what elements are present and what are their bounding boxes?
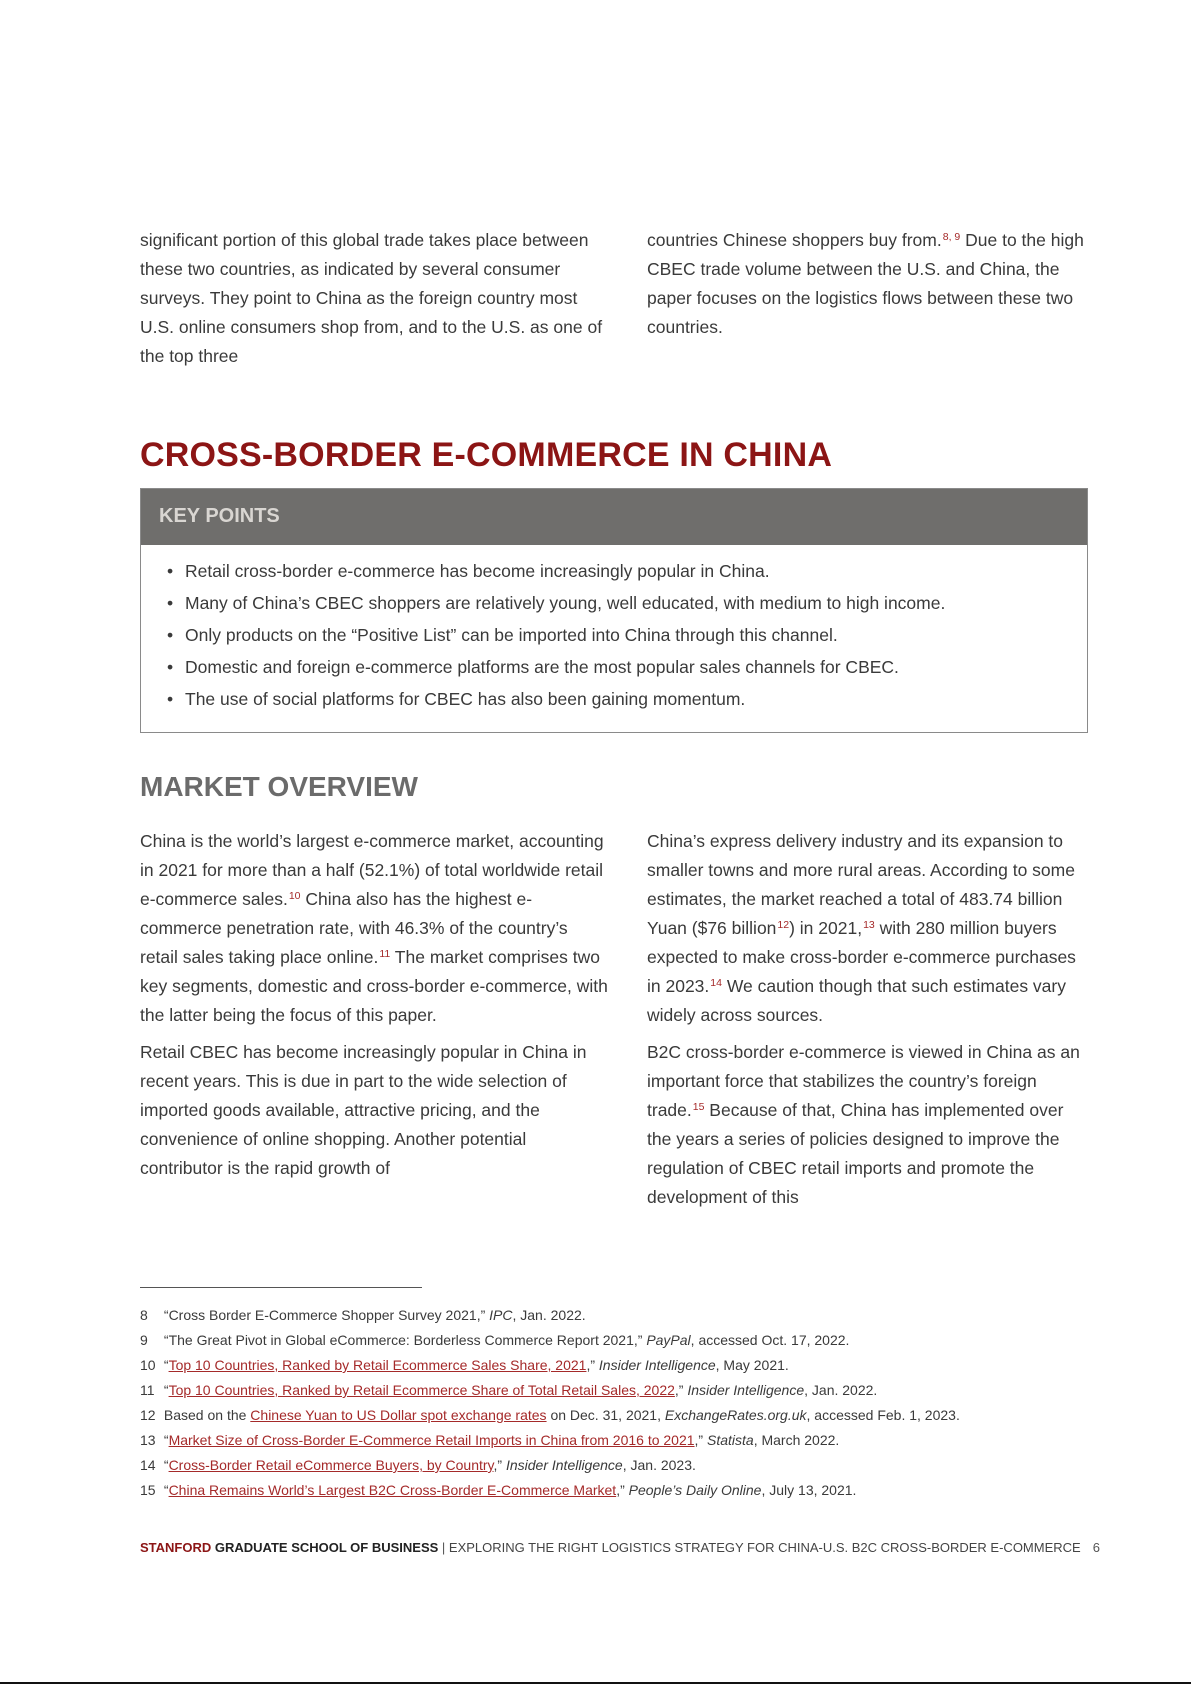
footnote-item — [140, 1478, 1080, 1503]
key-point-item: • Only products on the “Positive List” can be imported into China through this channel. — [167, 619, 1063, 651]
footnote-source: Statista — [707, 1432, 754, 1448]
market-overview-right-paragraph-1 — [647, 827, 1087, 1030]
body-text: We caution though that such estimates vary widely across sources. — [647, 976, 1066, 1025]
intro-left-paragraph: significant portion of this global trade takes place between these two countries, as indicated by several consumer surveys. They point to China as the foreign country most U.S. online consumers shop from, and to the U.S. as one of the top three — [140, 230, 603, 366]
intro-right-text-a: countries Chinese shoppers buy from. — [647, 230, 942, 250]
footnote-ref-11[interactable]: 11 — [379, 948, 391, 960]
footnote-text: ,” — [586, 1357, 596, 1373]
key-points-list — [141, 545, 1087, 715]
footnote-source: Insider Intelligence — [505, 1457, 623, 1473]
footnote-text: “ — [163, 1432, 169, 1448]
footnote-link[interactable]: Top 10 Countries, Ranked by Retail Ecommerce Share of Total Retail Sales, 2022 — [168, 1382, 675, 1398]
footnote-link[interactable]: Chinese Yuan to US Dollar spot exchange rates — [250, 1407, 547, 1423]
footer-document-title: EXPLORING THE RIGHT LOGISTICS STRATEGY FOR CHINA-U.S. B2C CROSS-BORDER E-COMMERCE — [448, 1540, 1081, 1555]
footnote-item — [140, 1303, 1080, 1328]
footnote-link[interactable]: Top 10 Countries, Ranked by Retail Ecommerce Sales Share, 2021 — [168, 1357, 587, 1373]
footnote-text: ,” — [674, 1382, 684, 1398]
footnote-source: Insider Intelligence — [687, 1382, 805, 1398]
footer-brand-stanford: STANFORD — [140, 1540, 212, 1555]
footnote-text: “ — [163, 1482, 169, 1498]
footnote-text: on Dec. 31, 2021, — [546, 1407, 665, 1423]
section-title: CROSS-BORDER E-COMMERCE IN CHINA — [140, 436, 833, 474]
footnote-source: ExchangeRates.org.uk — [664, 1407, 807, 1423]
footnote-number: 8 — [140, 1307, 148, 1323]
market-overview-left-column — [140, 827, 610, 1183]
intro-left-column — [140, 226, 610, 371]
footnote-text: “ — [163, 1332, 169, 1348]
footnote-number: 12 — [140, 1407, 156, 1423]
footnote-text: , accessed Feb. 1, 2023. — [806, 1407, 960, 1423]
footnote-text: ,” — [616, 1482, 625, 1498]
footnote-number: 9 — [140, 1332, 148, 1348]
key-point-item: • Many of China’s CBEC shoppers are relatively young, well educated, with medium to high income. — [167, 587, 1063, 619]
footnote-ref-12[interactable]: 12 — [777, 919, 790, 931]
footnote-number: 10 — [140, 1357, 156, 1373]
key-point-item: • Retail cross-border e-commerce has become increasingly popular in China. — [167, 555, 1063, 587]
footnote-item — [140, 1353, 1080, 1378]
key-point-item: • The use of social platforms for CBEC has also been gaining momentum. — [167, 683, 1063, 715]
footnote-item — [140, 1378, 1080, 1403]
footnote-divider — [140, 1287, 422, 1288]
footnote-text: Cross Border E-Commerce Shopper Survey 2021,” — [168, 1307, 486, 1323]
intro-right-column — [647, 226, 1087, 342]
market-overview-right-column — [647, 827, 1087, 1212]
footnote-item — [140, 1328, 1080, 1353]
footnote-ref-15[interactable]: 15 — [692, 1101, 705, 1113]
footnote-ref-14[interactable]: 14 — [710, 977, 722, 989]
footnote-number: 15 — [140, 1482, 156, 1498]
footnote-text: “ — [163, 1357, 169, 1373]
footnote-text: , May 2021. — [715, 1357, 789, 1373]
footnote-ref-13[interactable]: 13 — [863, 919, 875, 931]
footnote-source: IPC — [489, 1307, 513, 1323]
page-bottom-edge — [0, 1682, 1191, 1684]
footnote-text: , accessed Oct. 17, 2022. — [690, 1332, 850, 1348]
footnote-ref-8-9[interactable]: 8, 9 — [942, 231, 961, 243]
footnote-number: 13 — [140, 1432, 156, 1448]
footnote-item — [140, 1428, 1080, 1453]
footnote-number: 14 — [140, 1457, 156, 1473]
footnote-text: The Great Pivot in Global eCommerce: Borderless Commerce Report 2021,” — [168, 1332, 643, 1348]
footnote-number: 11 — [140, 1382, 155, 1398]
footnote-text: “ — [163, 1457, 169, 1473]
market-overview-right-paragraph-2 — [647, 1038, 1087, 1212]
body-text: B2C cross-border e-commerce is viewed in China as an important force that stabilizes the country’s foreign trade. — [647, 1042, 1080, 1120]
footnote-text: ,” — [694, 1432, 704, 1448]
footnote-item — [140, 1403, 1080, 1428]
footnote-text: “ — [163, 1307, 169, 1323]
footnote-text: Based on the — [163, 1407, 251, 1423]
body-text: Because of that, China has implemented over the years a series of policies designed to improve the regulation of CBEC retail imports and promote the development of this — [647, 1100, 1064, 1207]
footnote-text: , Jan. 2022. — [804, 1382, 878, 1398]
footnote-text: , Jan. 2023. — [622, 1457, 696, 1473]
market-overview-left-paragraph-1 — [140, 827, 610, 1030]
key-point-item: • Domestic and foreign e-commerce platforms are the most popular sales channels for CBEC. — [167, 651, 1063, 683]
footnote-source: PayPal — [646, 1332, 691, 1348]
body-text: China’s express delivery industry and its expansion to smaller towns and more rural areas. According to some estimates, the market reached a total of 483.74 billion Yuan ($76 billion — [647, 831, 1075, 938]
footnotes-list — [140, 1303, 1080, 1503]
intro-right-text-b: Due to the high CBEC trade volume between the U.S. and China, the paper focuses on the logistics flows between these two countries. — [647, 230, 1084, 337]
body-text: China is the world’s largest e-commerce market, accounting in 2021 for more than a half (52.1%) of total worldwide retail e-commerce sales. — [140, 831, 604, 909]
page-number: 6 — [1092, 1540, 1100, 1555]
footnote-source: Insider Intelligence — [598, 1357, 716, 1373]
footnote-ref-10[interactable]: 10 — [288, 890, 301, 902]
footer-brand-school: GRADUATE SCHOOL OF BUSINESS — [211, 1540, 439, 1555]
key-points-header: KEY POINTS — [141, 489, 1087, 545]
footnote-link[interactable]: Cross-Border Retail eCommerce Buyers, by Country — [168, 1457, 494, 1473]
key-points-box — [140, 488, 1088, 733]
body-text: The market comprises two key segments, domestic and cross-border e-commerce, with the latter being the focus of this paper. — [140, 947, 608, 1025]
body-text: with 280 million buyers expected to make cross-border e-commerce purchases in 2023. — [647, 918, 1076, 996]
body-text: ) in 2021, — [789, 918, 863, 938]
footnote-link[interactable]: Market Size of Cross-Border E-Commerce Retail Imports in China from 2016 to 2021 — [168, 1432, 695, 1448]
footer-separator: | — [438, 1540, 449, 1555]
footnote-text: “ — [163, 1382, 169, 1398]
footnote-text: , Jan. 2022. — [512, 1307, 586, 1323]
body-text: China also has the highest e-commerce penetration rate, with 46.3% of the country’s retail sales taking place online. — [140, 889, 568, 967]
page-footer — [140, 1538, 1100, 1558]
footnote-source: People’s Daily Online — [628, 1482, 762, 1498]
intro-right-paragraph — [647, 226, 1087, 342]
footnote-link[interactable]: China Remains World’s Largest B2C Cross-Border E-Commerce Market — [168, 1482, 617, 1498]
footnote-text: ,” — [493, 1457, 503, 1473]
market-overview-left-paragraph-2: Retail CBEC has become increasingly popular in China in recent years. This is due in part to the wide selection of imported goods available, attractive pricing, and the convenience of online shopping. Another potential contributor is the rapid growth of — [140, 1042, 587, 1178]
footnote-item — [140, 1453, 1080, 1478]
footnote-text: , March 2022. — [753, 1432, 840, 1448]
market-overview-title: MARKET OVERVIEW — [140, 771, 418, 802]
footnote-text: , July 13, 2021. — [761, 1482, 857, 1498]
